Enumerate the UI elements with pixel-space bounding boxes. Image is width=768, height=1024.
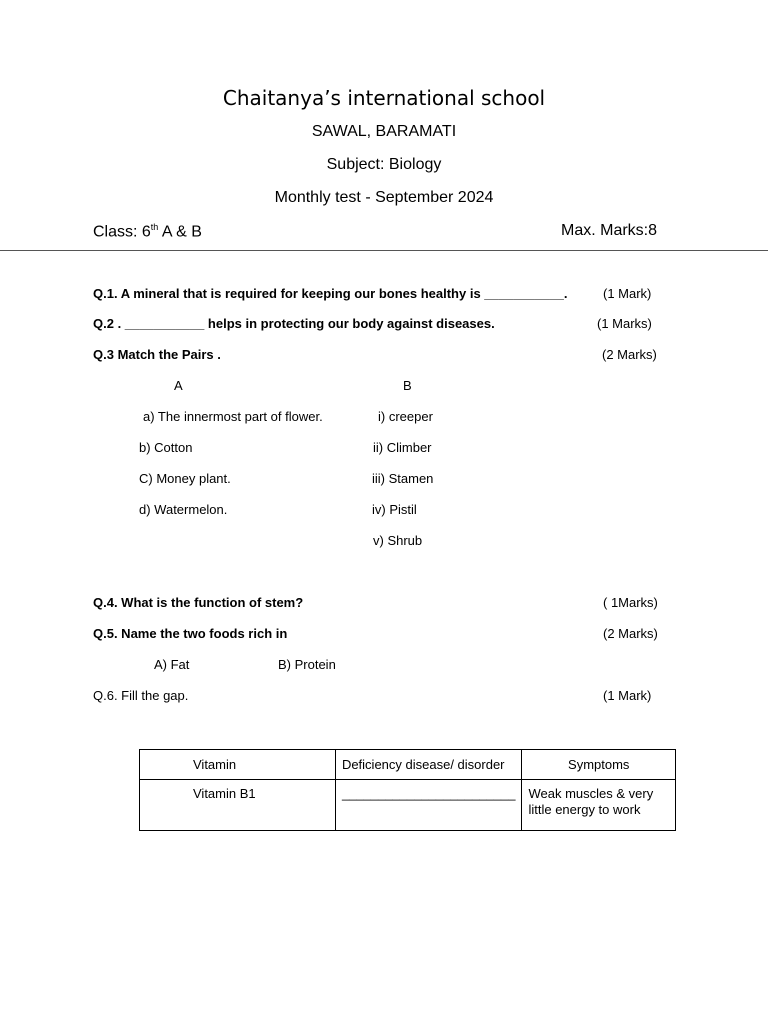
match-b-item: iii) Stamen xyxy=(372,471,434,486)
match-a-item: C) Money plant. xyxy=(139,471,231,486)
school-location: SAWAL, BARAMATI xyxy=(311,123,457,140)
q5-option-a: A) Fat xyxy=(154,657,190,672)
table-header-cell: Symptoms xyxy=(522,750,676,780)
header-divider xyxy=(0,250,768,251)
question-2: Q.2 . ___________ helps in protecting our body against diseases. xyxy=(93,316,495,331)
table-cell: Vitamin B1 xyxy=(140,780,336,831)
q5-option-b: B) Protein xyxy=(278,657,336,672)
subject-line: Subject: Biology xyxy=(326,156,442,173)
match-b-item: iv) Pistil xyxy=(372,502,417,517)
match-b-item: v) Shrub xyxy=(373,533,423,548)
match-b-item: i) creeper xyxy=(378,409,433,424)
match-col-a-header: A xyxy=(174,378,183,393)
school-name: Chaitanya’s international school xyxy=(222,86,546,110)
question-3: Q.3 Match the Pairs . xyxy=(93,347,221,362)
table-cell: Weak muscles & very little energy to work xyxy=(522,780,676,831)
max-marks: Max. Marks:8 xyxy=(561,222,658,239)
match-a-item: a) The innermost part of flower. xyxy=(143,409,323,424)
match-b-item: ii) Climber xyxy=(373,440,432,455)
match-col-b-header: B xyxy=(403,378,412,393)
class-suffix: A & B xyxy=(158,223,202,241)
question-6-marks: (1 Mark) xyxy=(603,688,652,703)
question-5: Q.5. Name the two foods rich in xyxy=(93,626,288,641)
question-1: Q.1. A mineral that is required for keeping our bones healthy is ___________. xyxy=(93,286,568,301)
class-line xyxy=(93,222,202,241)
match-a-item: b) Cotton xyxy=(139,440,193,455)
table-header-cell: Vitamin xyxy=(140,750,336,780)
class-prefix: Class: 6 xyxy=(93,223,151,241)
question-5-marks: (2 Marks) xyxy=(603,626,658,641)
class-superscript: th xyxy=(150,222,159,232)
question-6: Q.6. Fill the gap. xyxy=(93,688,189,703)
table-header-cell: Deficiency disease/ disorder xyxy=(335,750,522,780)
question-4: Q.4. What is the function of stem? xyxy=(93,595,304,610)
question-4-marks: ( 1Marks) xyxy=(603,595,658,610)
match-a-item: d) Watermelon. xyxy=(139,502,228,517)
vitamin-table xyxy=(139,749,676,831)
table-header-row xyxy=(140,750,676,780)
table-cell: ________________________ xyxy=(335,780,522,831)
question-3-marks: (2 Marks) xyxy=(602,347,657,362)
question-1-marks: (1 Mark) xyxy=(603,286,652,301)
table-row xyxy=(140,780,676,831)
test-title: Monthly test - September 2024 xyxy=(274,189,494,206)
question-2-marks: (1 Marks) xyxy=(597,316,652,331)
